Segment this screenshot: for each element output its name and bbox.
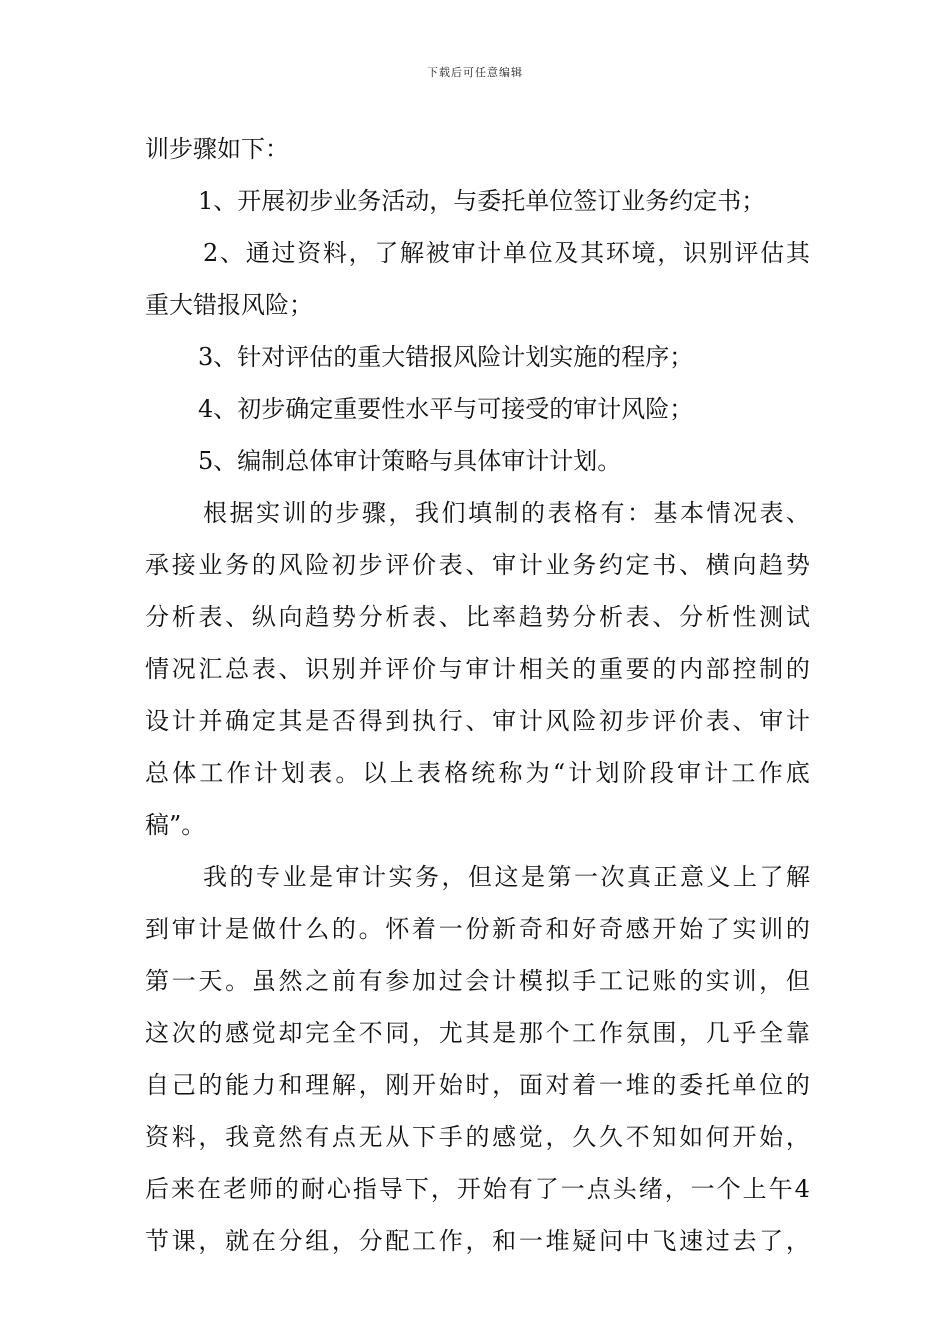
step-2: 2 、 通 过 资 料 ， 了 解 被 审 计 单 位 及 其 环 境 ， 识 别 评 估 其 <box>203 239 810 267</box>
forms-paragraph-line: 承 接 业 务 的 风 险 初 步 评 价 表 、 审 计 业 务 约 定 书 、 横 向 趋 势 <box>145 551 810 579</box>
forms-paragraph-line: 根 据 实 训 的 步 骤 ， 我 们 填 制 的 表 格 有 ： 基 本 情 况 表 、 <box>203 499 810 527</box>
forms-paragraph-line: 设 计 并 确 定 其 是 否 得 到 执 行 、 审 计 风 险 初 步 评 价 表 、 审 计 <box>145 707 810 735</box>
experience-paragraph-line: 资 料 ， 我 竟 然 有 点 无 从 下 手 的 感 觉 ， 久 久 不 知 如 何 开 始 ， <box>145 1123 810 1151</box>
step-4: 4、初步确定重要性水平与可接受的审计风险； <box>198 395 694 423</box>
experience-paragraph-line: 节 课 ， 就 在 分 组 ， 分 配 工 作 ， 和 一 堆 疑 问 中 飞 速 过 去 了 ， <box>145 1227 810 1255</box>
experience-paragraph-line: 后 来 在 老 师 的 耐 心 指 导 下 ， 开 始 有 了 一 点 头 绪 ， 一 个 上 午 4 <box>145 1175 810 1203</box>
step-3: 3、针对评估的重大错报风险计划实施的程序； <box>198 343 694 371</box>
forms-paragraph-line: 情 况 汇 总 表 、 识 别 并 评 价 与 审 计 相 关 的 重 要 的 内 部 控 制 的 <box>145 655 810 683</box>
experience-paragraph-line: 自 己 的 能 力 和 理 解 ， 刚 开 始 时 ， 面 对 着 一 堆 的 委 托 单 位 的 <box>145 1071 810 1099</box>
forms-paragraph-line: 稿”。 <box>145 811 206 839</box>
step-5: 5、编制总体审计策略与具体审计计划。 <box>198 447 622 475</box>
page-header: 下载后可任意编辑 <box>427 66 523 79</box>
document-body <box>145 123 810 1267</box>
experience-paragraph-line: 我 的 专 业 是 审 计 实 务 ， 但 这 是 第 一 次 真 正 意 义 上 了 解 <box>203 863 810 891</box>
step-1: 1、开展初步业务活动，与委托单位签订业务约定书； <box>198 187 766 215</box>
step-2-continued: 重大错报风险； <box>145 291 313 319</box>
experience-paragraph-line: 第 一 天 。 虽 然 之 前 有 参 加 过 会 计 模 拟 手 工 记 账 的 实 训 ， 但 <box>145 967 810 995</box>
forms-paragraph-line: 总 体 工 作 计 划 表 。 以 上 表 格 统 称 为 “ 计 划 阶 段 审 计 工 作 底 <box>145 759 810 787</box>
intro-line: 训步骤如下： <box>145 135 289 163</box>
experience-paragraph-line: 这 次 的 感 觉 却 完 全 不 同 ， 尤 其 是 那 个 工 作 氛 围 ， 几 乎 全 靠 <box>145 1019 810 1047</box>
forms-paragraph-line: 分 析 表 、 纵 向 趋 势 分 析 表 、 比 率 趋 势 分 析 表 、 分 析 性 测 试 <box>145 603 810 631</box>
experience-paragraph-line: 到 审 计 是 做 什 么 的 。 怀 着 一 份 新 奇 和 好 奇 感 开 始 了 实 训 的 <box>145 915 810 943</box>
